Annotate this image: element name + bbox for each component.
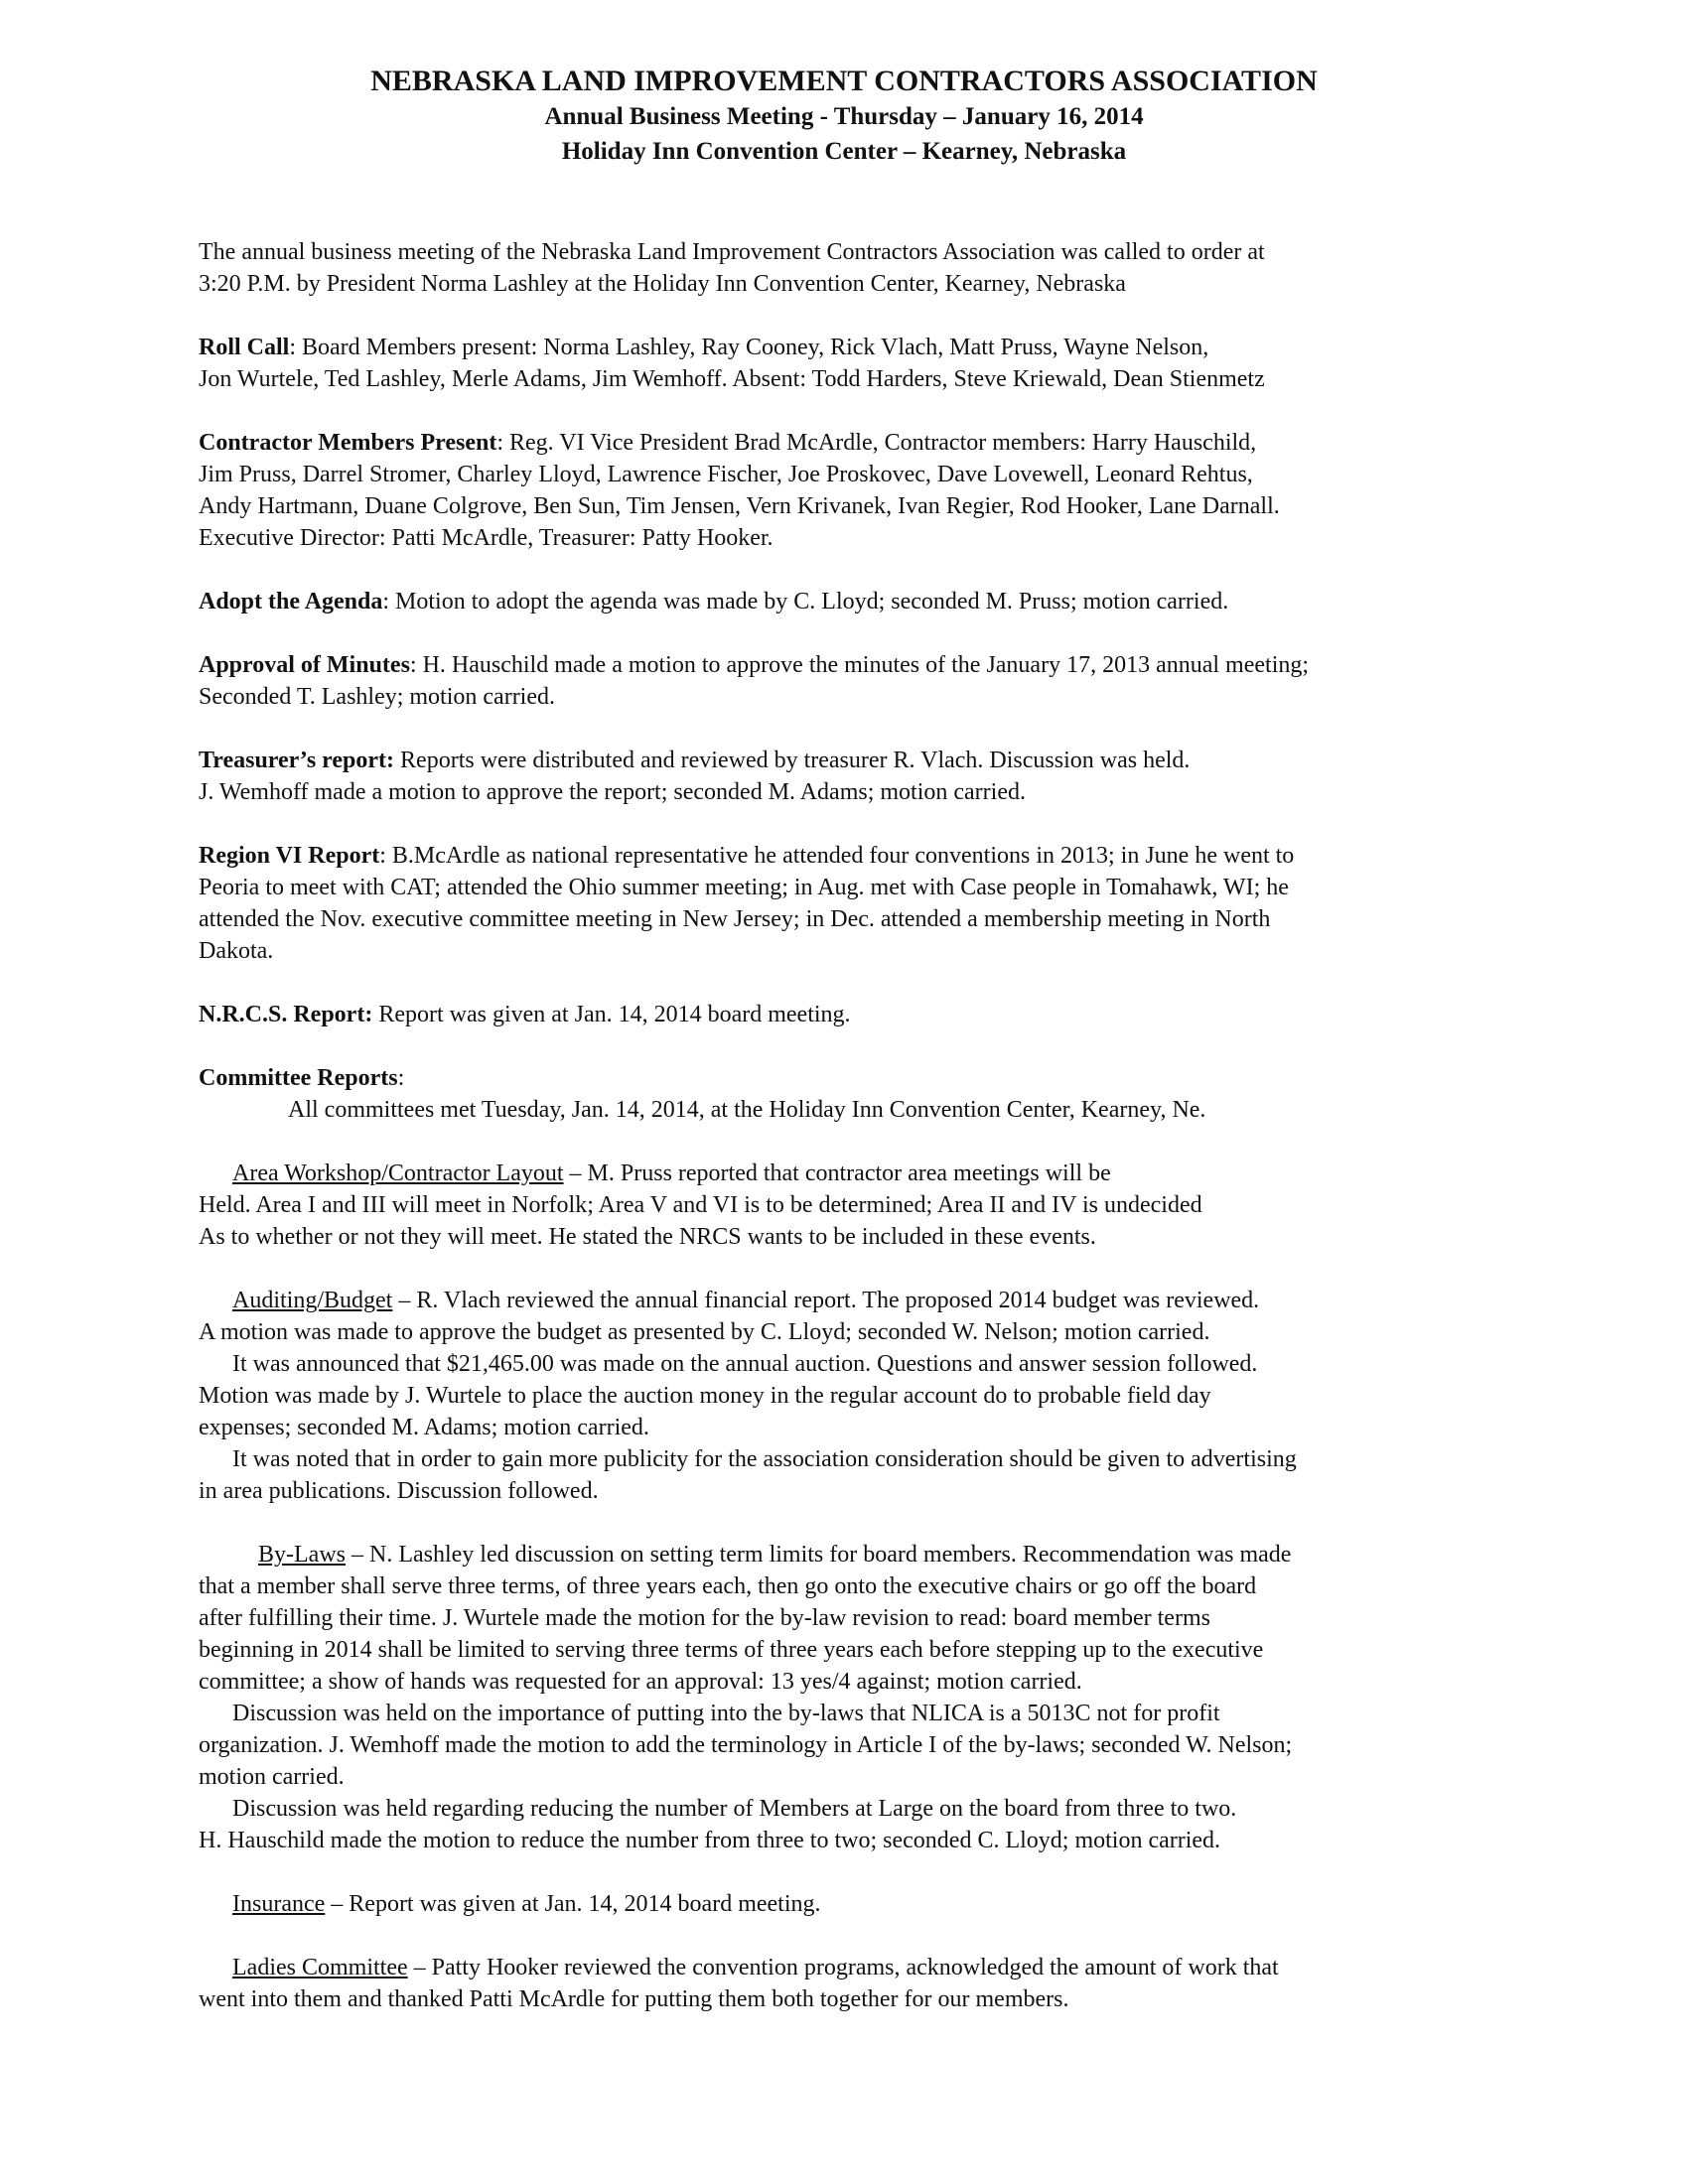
committee-heading bbox=[199, 1062, 1489, 1094]
minutes-label: Approval of Minutes bbox=[199, 652, 410, 678]
ladies-paragraph bbox=[199, 1952, 1489, 1983]
document-body bbox=[199, 236, 1489, 2015]
auditing-line: A motion was made to approve the budget as presented by C. Lloyd; seconded W. Nelson; motion carried. bbox=[199, 1319, 1210, 1345]
area-workshop-paragraph bbox=[199, 1158, 1489, 1189]
bylaws-line: Discussion was held on the importance of putting into the by-laws that NLICA is a 5013C not for profit bbox=[232, 1701, 1220, 1726]
nrcs-text: Report was given at Jan. 14, 2014 board meeting. bbox=[372, 1002, 851, 1027]
region-line: attended the Nov. executive committee meeting in New Jersey; in Dec. attended a membership meeting in North bbox=[199, 906, 1271, 932]
ladies-line: went into them and thanked Patti McArdle for putting them both together for our members. bbox=[199, 1986, 1069, 2012]
bylaws-line: – N. Lashley led discussion on setting term limits for board members. Recommendation was made bbox=[345, 1542, 1292, 1568]
auditing-paragraph bbox=[199, 1285, 1489, 1316]
committee-colon: : bbox=[397, 1065, 405, 1091]
bylaws-line: motion carried. bbox=[199, 1764, 345, 1790]
region-line: : B.McArdle as national representative he attended four conventions in 2013; in June he went to bbox=[379, 843, 1295, 869]
area-workshop-line: – M. Pruss reported that contractor area meetings will be bbox=[563, 1160, 1111, 1186]
region-paragraph bbox=[199, 840, 1489, 967]
roll-call-paragraph bbox=[199, 332, 1489, 395]
auditing-line: Motion was made by J. Wurtele to place the auction money in the regular account do to probable field day bbox=[199, 1383, 1211, 1409]
contractors-line: Executive Director: Patti McArdle, Treasurer: Patty Hooker. bbox=[199, 525, 774, 551]
treasurer-line: Reports were distributed and reviewed by treasurer R. Vlach. Discussion was held. bbox=[394, 748, 1191, 773]
minutes-line: Seconded T. Lashley; motion carried. bbox=[199, 684, 556, 710]
treasurer-label: Treasurer’s report: bbox=[199, 748, 395, 773]
bylaws-line: after fulfilling their time. J. Wurtele made the motion for the by-law revision to read: board member terms bbox=[199, 1605, 1210, 1631]
auditing-line: It was announced that $21,465.00 was made on the annual auction. Questions and answer session followed. bbox=[232, 1351, 1258, 1377]
ladies-line: – Patty Hooker reviewed the convention programs, acknowledged the amount of work that bbox=[407, 1955, 1279, 1980]
bylaws-line: beginning in 2014 shall be limited to serving three terms of three years each before stepping up to the executive bbox=[199, 1637, 1264, 1663]
contractors-paragraph bbox=[199, 427, 1489, 554]
bylaws-line: H. Hauschild made the motion to reduce the number from three to two; seconded C. Lloyd; motion carried. bbox=[199, 1828, 1221, 1853]
intro-line: 3:20 P.M. by President Norma Lashley at the Holiday Inn Convention Center, Kearney, Nebraska bbox=[199, 271, 1126, 297]
bylaws-line: committee; a show of hands was requested for an approval: 13 yes/4 against; motion carried. bbox=[199, 1669, 1082, 1695]
auditing-line: in area publications. Discussion followed. bbox=[199, 1478, 599, 1504]
auditing-label: Auditing/Budget bbox=[232, 1288, 393, 1313]
bylaws-line: Discussion was held regarding reducing the number of Members at Large on the board from three to two. bbox=[232, 1796, 1237, 1822]
bylaws-paragraph bbox=[199, 1539, 1489, 1570]
roll-call-label: Roll Call bbox=[199, 335, 290, 360]
region-label: Region VI Report bbox=[199, 843, 380, 869]
document-header bbox=[0, 64, 1688, 169]
area-workshop-line: Held. Area I and III will meet in Norfolk; Area V and VI is to be determined; Area II and IV is undecided bbox=[199, 1192, 1202, 1218]
contractors-line: Jim Pruss, Darrel Stromer, Charley Lloyd, Lawrence Fischer, Joe Proskovec, Dave Lovewell, Leonard Rehtus, bbox=[199, 462, 1253, 487]
area-workshop-line: As to whether or not they will meet. He stated the NRCS wants to be included in these events. bbox=[199, 1224, 1096, 1250]
roll-call-line: : Board Members present: Norma Lashley, Ray Cooney, Rick Vlach, Matt Pruss, Wayne Nelson, bbox=[289, 335, 1209, 360]
agenda-paragraph bbox=[199, 586, 1489, 617]
nrcs-paragraph bbox=[199, 999, 1489, 1030]
insurance-paragraph bbox=[199, 1888, 1489, 1920]
region-line: Peoria to meet with CAT; attended the Ohio summer meeting; in Aug. met with Case people in Tomahawk, WI; he bbox=[199, 875, 1289, 900]
roll-call-line: Jon Wurtele, Ted Lashley, Merle Adams, Jim Wemhoff. Absent: Todd Harders, Steve Kriewald, Dean Stienmetz bbox=[199, 366, 1265, 392]
intro-paragraph bbox=[199, 236, 1489, 300]
treasurer-line: J. Wemhoff made a motion to approve the report; seconded M. Adams; motion carried. bbox=[199, 779, 1026, 805]
contractors-label: Contractor Members Present bbox=[199, 430, 497, 456]
agenda-label: Adopt the Agenda bbox=[199, 589, 383, 614]
area-workshop-label: Area Workshop/Contractor Layout bbox=[232, 1160, 564, 1186]
committee-label: Committee Reports bbox=[199, 1065, 398, 1091]
meeting-title: Annual Business Meeting - Thursday – January 16, 2014 bbox=[544, 103, 1144, 130]
bylaws-line: organization. J. Wemhoff made the motion to add the terminology in Article I of the by-laws; seconded W. Nelson; bbox=[199, 1732, 1293, 1758]
auditing-line: expenses; seconded M. Adams; motion carried. bbox=[199, 1415, 649, 1440]
minutes-line: : H. Hauschild made a motion to approve the minutes of the January 17, 2013 annual meeting; bbox=[409, 652, 1310, 678]
auditing-line: – R. Vlach reviewed the annual financial report. The proposed 2014 budget was reviewed. bbox=[392, 1288, 1260, 1313]
bylaws-line: that a member shall serve three terms, of three years each, then go onto the executive chairs or go off the board bbox=[199, 1573, 1257, 1599]
org-title: NEBRASKA LAND IMPROVEMENT CONTRACTORS ASSOCIATION bbox=[370, 65, 1318, 97]
treasurer-paragraph bbox=[199, 745, 1489, 808]
insurance-text: – Report was given at Jan. 14, 2014 board meeting. bbox=[325, 1891, 821, 1917]
nrcs-label: N.R.C.S. Report: bbox=[199, 1002, 373, 1027]
bylaws-label: By-Laws bbox=[258, 1542, 346, 1568]
committee-intro: All committees met Tuesday, Jan. 14, 2014, at the Holiday Inn Convention Center, Kearney, Ne. bbox=[288, 1097, 1206, 1123]
venue-title: Holiday Inn Convention Center – Kearney, Nebraska bbox=[561, 138, 1127, 165]
insurance-label: Insurance bbox=[232, 1891, 326, 1917]
auditing-line: It was noted that in order to gain more publicity for the association consideration should be given to advertising bbox=[232, 1446, 1297, 1472]
contractors-line: : Reg. VI Vice President Brad McArdle, Contractor members: Harry Hauschild, bbox=[496, 430, 1257, 456]
region-line: Dakota. bbox=[199, 938, 274, 964]
agenda-text: : Motion to adopt the agenda was made by C. Lloyd; seconded M. Pruss; motion carried. bbox=[382, 589, 1229, 614]
intro-line: The annual business meeting of the Nebraska Land Improvement Contractors Association was called to order at bbox=[199, 239, 1265, 265]
contractors-line: Andy Hartmann, Duane Colgrove, Ben Sun, Tim Jensen, Vern Krivanek, Ivan Regier, Rod Hooker, Lane Darnall. bbox=[199, 493, 1280, 519]
minutes-paragraph bbox=[199, 649, 1489, 713]
ladies-label: Ladies Committee bbox=[232, 1955, 408, 1980]
